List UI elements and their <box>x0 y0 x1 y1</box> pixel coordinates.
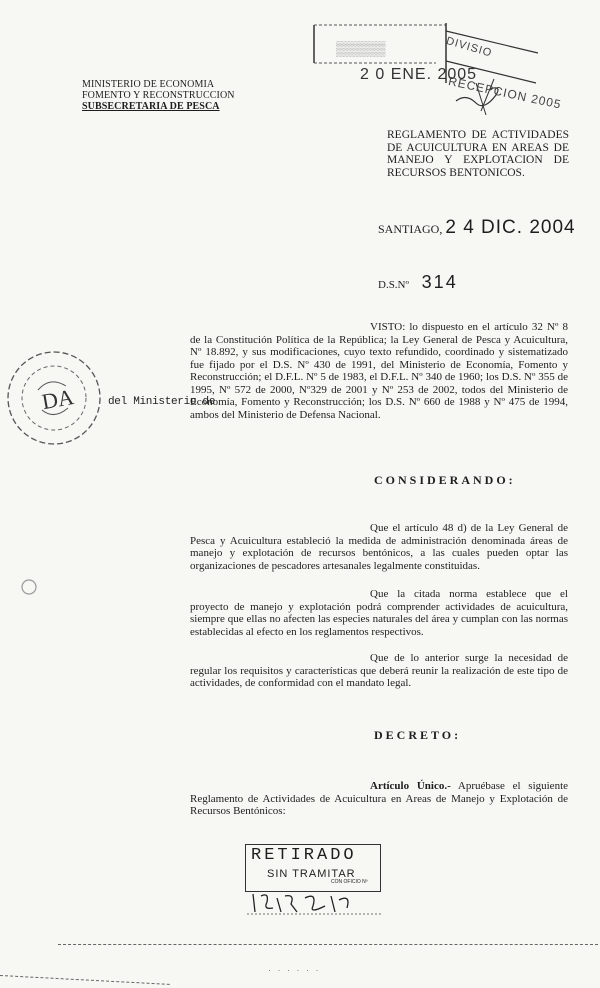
considerando-heading: CONSIDERANDO: <box>374 473 516 487</box>
considerando-paragraph-2 <box>190 588 568 638</box>
article-label: Artículo Único.- <box>370 780 451 792</box>
considerando-p1-text: Que el artículo 48 d) de la Ley General de Pesca y Acuicultura estableció la medida de administración denominada áreas de manejo y explotación de recursos bentónicos, a las cuales pueden optar las organizaciones de pescadores artesanales legalmente constituidas. <box>190 522 568 572</box>
visto-paragraph <box>190 321 568 421</box>
place-label: SANTIAGO, <box>378 222 443 236</box>
document-title: REGLAMENTO DE ACTIVIDADES DE ACUICULTURA EN AREAS DE MANEJO Y EXPLOTACION DE RECURSOS BENTONICOS. <box>387 129 569 179</box>
official-seal-icon <box>0 346 104 450</box>
subsecretaria-line: SUBSECRETARIA DE PESCA <box>82 101 220 112</box>
ministry-line-2: FOMENTO Y RECONSTRUCCION <box>82 90 235 101</box>
retirado-stamp <box>245 844 385 916</box>
considerando-paragraph-3 <box>190 652 568 690</box>
decree-number <box>378 272 458 293</box>
division-stamp: DIVISIO <box>444 35 494 60</box>
considerando-paragraph-1 <box>190 522 568 572</box>
considerando-p2-text: Que la citada norma establece que el proyecto de manejo y explotación podrá comprender actividades de acuicultura, siempre que ellas no afecten las especies naturales del área y cumplan con las normas establecidas al efecto en los reglamentos respectivos. <box>190 588 568 638</box>
svg-text:▒▒▒▒▒: ▒▒▒▒▒ <box>336 40 386 56</box>
svg-text:DA: DA <box>39 384 76 415</box>
scan-artifact-icon: · · · · · · <box>268 965 321 975</box>
decree-number-value: 314 <box>421 272 458 292</box>
retirado-line-3: CON OFICIO Nº <box>331 879 368 885</box>
reception-stamp: RECEPCION 2005 <box>447 74 563 112</box>
ministry-header <box>82 79 235 112</box>
bottom-scan-line <box>0 975 170 985</box>
punch-hole-icon <box>20 578 38 596</box>
ministry-line-1: MINISTERIO DE ECONOMIA <box>82 79 215 90</box>
decree-date: 2 4 DIC. 2004 <box>445 217 576 238</box>
article-paragraph <box>190 780 568 818</box>
visto-text: VISTO: lo dispuesto en el artículo 32 Nº 8 de la Constitución Política de la República; la Ley General de Pesca y Acuicultura, Nº 18.892, y sus modificaciones, cuyo texto refundido, coordinado y sistematizado fue fijado por el D.S. Nº 430 de 1991, del Ministerio de Economía, Fomento y Reconstrucción; el D.F.L. Nº 5 de 1983, el D.F.L. Nº 340 de 1960; los D.S. Nº 355 de 1995, Nº 572 de 2000, Nº329 de 2001 y Nº 253 de 2002, todos del Ministerio de Economía, Fomento y Reconstrucción; los D.S. Nº 660 de 1988 y Nº 475 de 1994, ambos del Ministerio de Defensa Nacional. <box>190 321 568 421</box>
decreto-heading: DECRETO: <box>374 728 462 742</box>
margin-note: del Ministerio de <box>108 396 216 408</box>
article-text: Apruébase el siguiente Reglamento de Actividades de Acuicultura en Areas de Manejo y Explotación de Recursos Bentónicos: <box>190 780 569 817</box>
received-date-stamp: 2 0 ENE. 2005 <box>360 66 478 83</box>
considerando-p3-text: Que de lo anterior surge la necesidad de regular los requisitos y características que deberá reunir la realización de este tipo de actividades, de conformidad con el mandato legal. <box>190 652 568 689</box>
retirado-line-1: RETIRADO <box>251 846 357 865</box>
retirado-line-2: SIN TRAMITAR <box>267 868 356 880</box>
decree-number-label: D.S.Nº <box>378 279 409 291</box>
bottom-divider <box>58 944 598 945</box>
handwritten-signature-icon <box>247 890 383 916</box>
place-date <box>378 217 576 239</box>
